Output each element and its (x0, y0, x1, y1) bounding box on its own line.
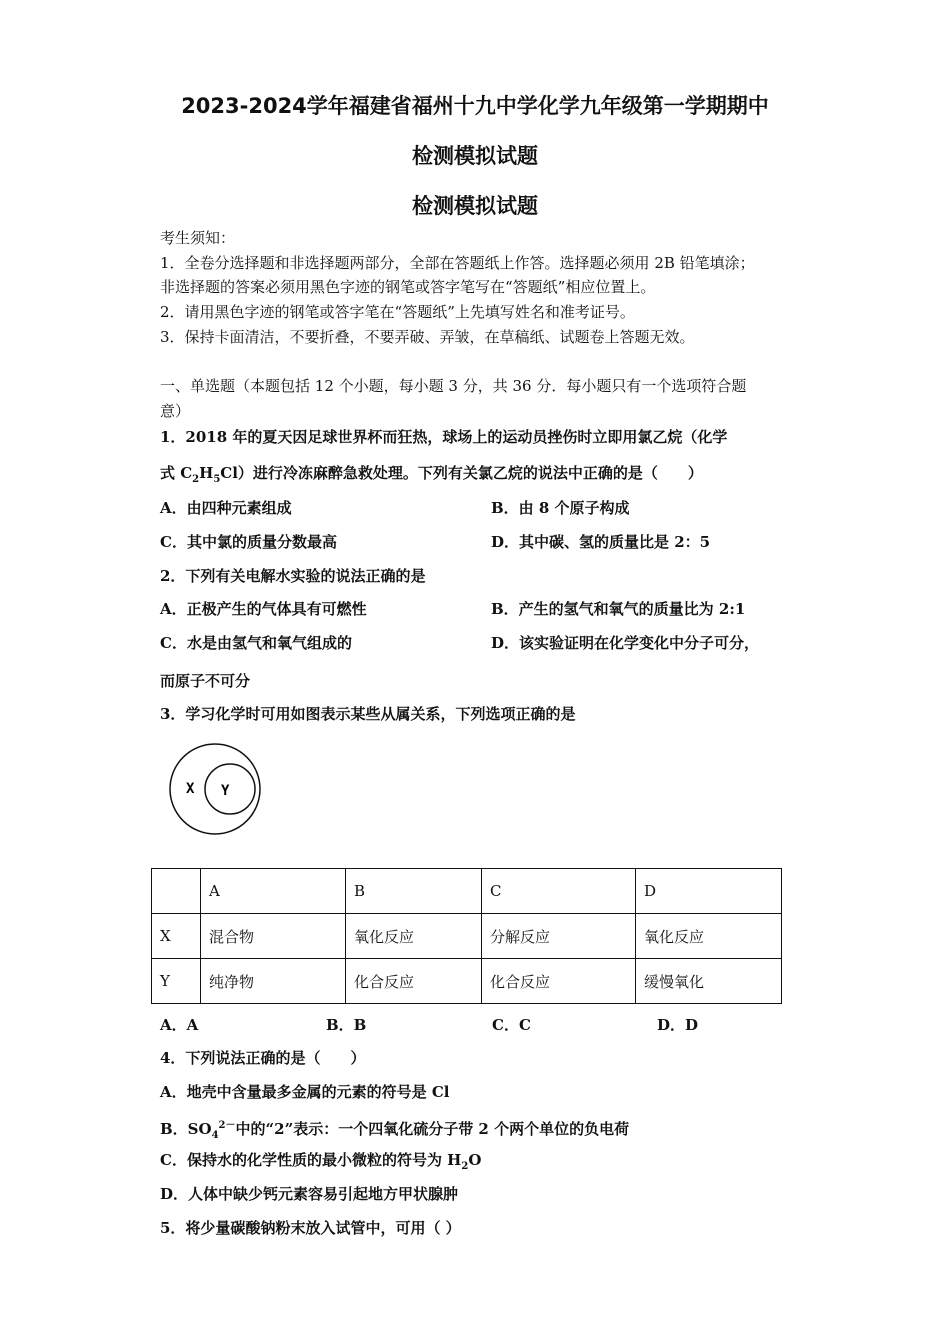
table-cell (152, 869, 201, 914)
q2-option-d-cont: 而原子不可分 (160, 672, 251, 690)
notice-item-3: 3．保持卡面清洁，不要折叠，不要弄破、弄皱，在草稿纸、试题卷上答题无效。 (160, 328, 695, 346)
q1-option-c: C．其中氯的质量分数最高 (160, 533, 337, 551)
table-cell: 化合反应 (482, 959, 636, 1004)
table-cell: 氧化反应 (346, 914, 482, 959)
inner-circle (205, 764, 255, 814)
table-cell: B (346, 869, 482, 914)
q1-stem-cont: 式 $C_2H_5Cl$）进行冷冻麻醉急救处理。下列有关氯乙烷的说法中正确的是（ ） (160, 464, 703, 485)
q3-option-c: C．C (492, 1016, 531, 1034)
table-cell: Y (152, 959, 201, 1004)
notice-item-1b: 非选择题的答案必须用黑色字迹的钢笔或答字笔写在“答题纸”相应位置上。 (160, 278, 656, 296)
q4-option-d: D．人体中缺少钙元素容易引起地方甲状腺肿 (160, 1185, 459, 1203)
table-cell: D (636, 869, 782, 914)
q3-table (151, 868, 782, 1004)
q2-option-a: A．正极产生的气体具有可燃性 (160, 600, 367, 618)
q3-option-d: D．D (657, 1016, 699, 1034)
page-title: 2023-2024学年福建省福州十九中学化学九年级第一学期期中 (181, 94, 769, 118)
table-cell: 化合反应 (346, 959, 482, 1004)
q2-option-c: C．水是由氢气和氧气组成的 (160, 634, 352, 652)
table-row (152, 914, 782, 959)
venn-diagram (165, 738, 265, 840)
notice-heading: 考生须知： (160, 229, 236, 247)
q2-option-b: B．产生的氢气和氧气的质量比为 2:1 (491, 600, 746, 618)
q1-option-b: B．由 8 个原子构成 (491, 499, 630, 517)
page-subtitle-repeat: 检测模拟试题 (412, 194, 538, 218)
q4-option-a: A．地壳中含量最多金属的元素的符号是 Cl (160, 1083, 450, 1101)
q3-option-a: A．A (160, 1016, 199, 1034)
q3-stem: 3．学习化学时可用如图表示某些从属关系，下列选项正确的是 (160, 705, 576, 723)
q2-stem: 2．下列有关电解水实验的说法正确的是 (160, 567, 426, 585)
table-cell: 混合物 (201, 914, 346, 959)
q1-stem: 1．2018 年的夏天因足球世界杯而狂热，球场上的运动员挫伤时立即用氯乙烷（化学 (160, 428, 728, 446)
table-cell: 缓慢氧化 (636, 959, 782, 1004)
diagram-label-x: X (186, 781, 195, 797)
table-cell: A (201, 869, 346, 914)
q5-stem: 5．将少量碳酸钠粉末放入试管中，可用（ ） (160, 1219, 461, 1237)
outer-circle (170, 744, 260, 834)
q4-stem: 4．下列说法正确的是（ ） (160, 1049, 366, 1067)
section-heading: 一、单选题（本题包括 12 个小题，每小题 3 分，共 36 分．每小题只有一个选项符合题 (160, 377, 747, 395)
table-cell: X (152, 914, 201, 959)
table-cell: 氧化反应 (636, 914, 782, 959)
table-cell: 纯净物 (201, 959, 346, 1004)
notice-item-2: 2．请用黑色字迹的钢笔或答字笔在“答题纸”上先填写姓名和准考证号。 (160, 303, 635, 321)
section-heading-cont: 意） (160, 402, 191, 420)
q1-option-a: A．由四种元素组成 (160, 499, 292, 517)
page-subtitle: 检测模拟试题 (412, 144, 538, 168)
table-cell: C (482, 869, 636, 914)
q4-option-b: B．$SO_4^{2-}$中的“2”表示：一个四氧化硫分子带 2 个两个单位的负电荷 (160, 1120, 630, 1141)
diagram-label-y: Y (221, 783, 230, 799)
q1-option-d: D．其中碳、氢的质量比是 2：5 (491, 533, 711, 551)
table-row (152, 959, 782, 1004)
q2-option-d: D．该实验证明在化学变化中分子可分， (491, 634, 760, 652)
table-header-row (152, 869, 782, 914)
notice-item-1a: 1．全卷分选择题和非选择题两部分，全部在答题纸上作答。选择题必须用 2B 铅笔填涂； (160, 254, 755, 272)
q3-option-b: B．B (326, 1016, 367, 1034)
table-cell: 分解反应 (482, 914, 636, 959)
q4-option-c: C．保持水的化学性质的最小微粒的符号为 $H_2O$ (160, 1151, 482, 1172)
